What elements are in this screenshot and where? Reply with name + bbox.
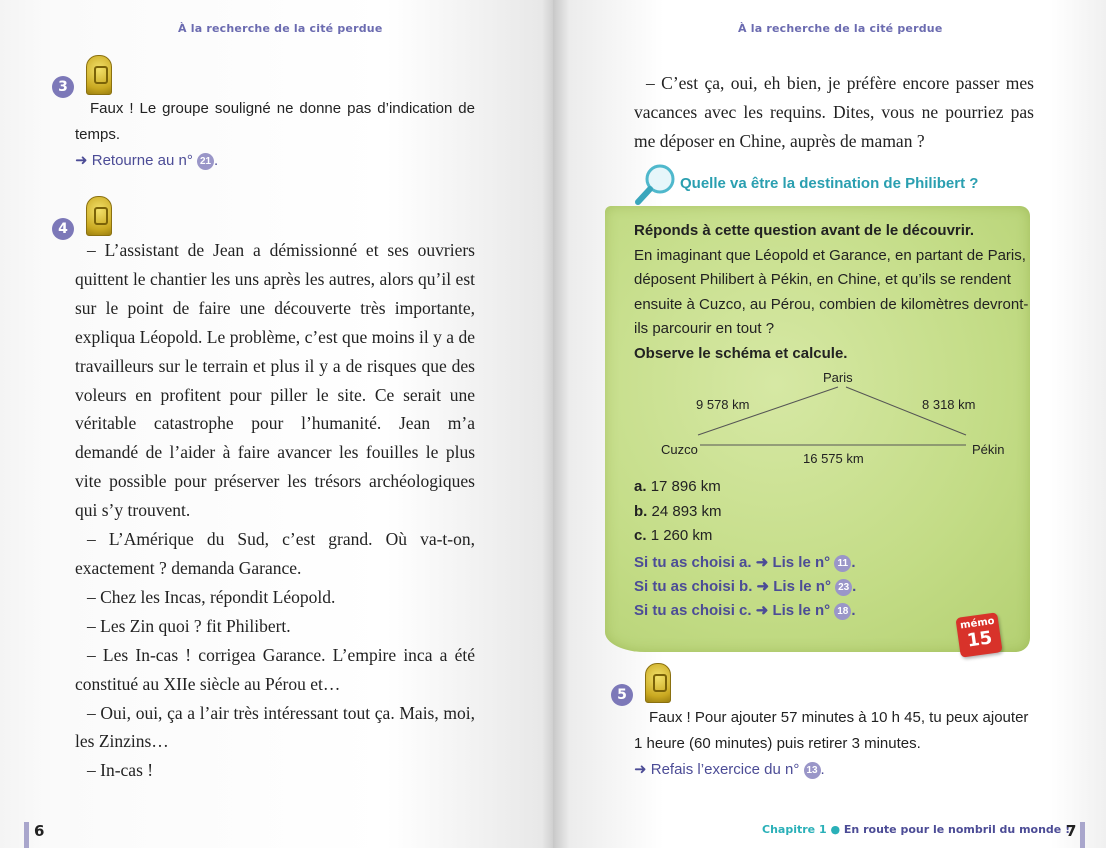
section-5-text: Faux ! Pour ajouter 57 minutes à 10 h 45, tu peux ajouter 1 heure (60 minutes) puis retirer 3 minutes. ➜ Refais l’exercice du n° 13 .: [634, 705, 1044, 783]
section-5-link[interactable]: ➜ Refais l’exercice du n° 13 .: [634, 761, 825, 778]
section-number-badge: 4: [52, 218, 74, 240]
section-number-badge: 5: [611, 684, 633, 706]
choice-b-link[interactable]: Si tu as choisi b. ➜ Lis le n° 23 .: [634, 578, 857, 595]
running-head: À la recherche de la cité perdue: [178, 22, 383, 35]
arrow-icon: ➜: [75, 152, 92, 169]
label-cuzco: Cuzco: [661, 442, 698, 457]
intro-paragraph: – C’est ça, oui, eh bien, je préfère encore passer mes vacances avec les requins. Dites, vous ne pourriez pas me déposer en Chine, auprès de maman ?: [634, 73, 1034, 151]
label-cuzco-pekin: 16 575 km: [803, 451, 864, 466]
memo-badge[interactable]: mémo 15: [955, 612, 1002, 657]
inca-idol-icon: [86, 55, 112, 95]
page-number: 7: [1066, 822, 1077, 840]
label-paris-cuzco: 9 578 km: [696, 397, 750, 412]
page-edge-bar: [24, 822, 29, 848]
answer-options: [634, 475, 722, 549]
choice-links: [634, 551, 856, 623]
choice-c-link[interactable]: Si tu as choisi c. ➜ Lis le n° 18 .: [634, 602, 856, 619]
arrow-icon: ➜: [634, 761, 651, 778]
section-number-badge: 3: [52, 76, 74, 98]
running-head: À la recherche de la cité perdue: [738, 22, 943, 35]
inca-idol-icon: [86, 196, 112, 236]
inca-idol-icon: [645, 663, 671, 703]
label-paris: Paris: [823, 370, 853, 385]
label-paris-pekin: 8 318 km: [922, 397, 976, 412]
section-3-text: Faux ! Le groupe souligné ne donne pas d’indication de temps. ➜ Retourne au n° 21 .: [75, 96, 475, 174]
page-edge-bar: [1080, 822, 1085, 848]
option-b[interactable]: b. 24 893 km: [634, 502, 722, 520]
chapter-footer: Chapitre 1 ● En route pour le nombril du monde !: [762, 823, 1071, 836]
exercise-text: Réponds à cette question avant de le découvrir. En imaginant que Léopold et Garance, en partant de Paris, déposent Philibert à Pékin, en Chine, et qu’ils se rendent ensuite à Cuzco, au Pérou, combien de kilomètres devront-ils parcourir en tout ? Observe le schéma et calcule.: [634, 222, 1029, 362]
section-4-text: – L’assistant de Jean a démissionné et ses ouvriers quittent le chantier les uns après les autres, alors qu’il est sur le point de faire une découverte très importante, expliqua Léopold. Le problème, c’est que moins il y a de travailleurs sur le terrain et plus il y a de risques que des voleurs en profitent pour piller le site. Ce serait une véritable catastrophe pour l’humanité. Jean m’a demandé de l’aider à faire avancer les fouilles le plus vite possible pour préserver les trésors archéologiques qui s’y trouvent. – L’Amérique du Sud, c’est grand. Où va-t-on, exactement ? demanda Garance. – Chez les Incas, répondit Léopold. – Les Zin quoi ? fit Philibert. – Les In-cas ! corrigea Garance. L’empire inca a été constitué au XIIe siècle au Pérou et… – Oui, oui, ça a l’air très intéressant tout ça. Mais, moi, les Zinzins… – In-cas !: [75, 240, 475, 781]
option-c[interactable]: c. 1 260 km: [634, 527, 713, 544]
option-a[interactable]: a. 17 896 km: [634, 478, 721, 495]
magnifier-icon: [632, 162, 678, 210]
choice-a-link[interactable]: Si tu as choisi a. ➜ Lis le n° 11 .: [634, 554, 856, 571]
label-pekin: Pékin: [972, 442, 1005, 457]
section-3-link[interactable]: ➜ Retourne au n° 21 .: [75, 152, 219, 169]
question-title: Quelle va être la destination de Philibert ?: [680, 175, 979, 192]
page-number: 6: [34, 822, 45, 840]
